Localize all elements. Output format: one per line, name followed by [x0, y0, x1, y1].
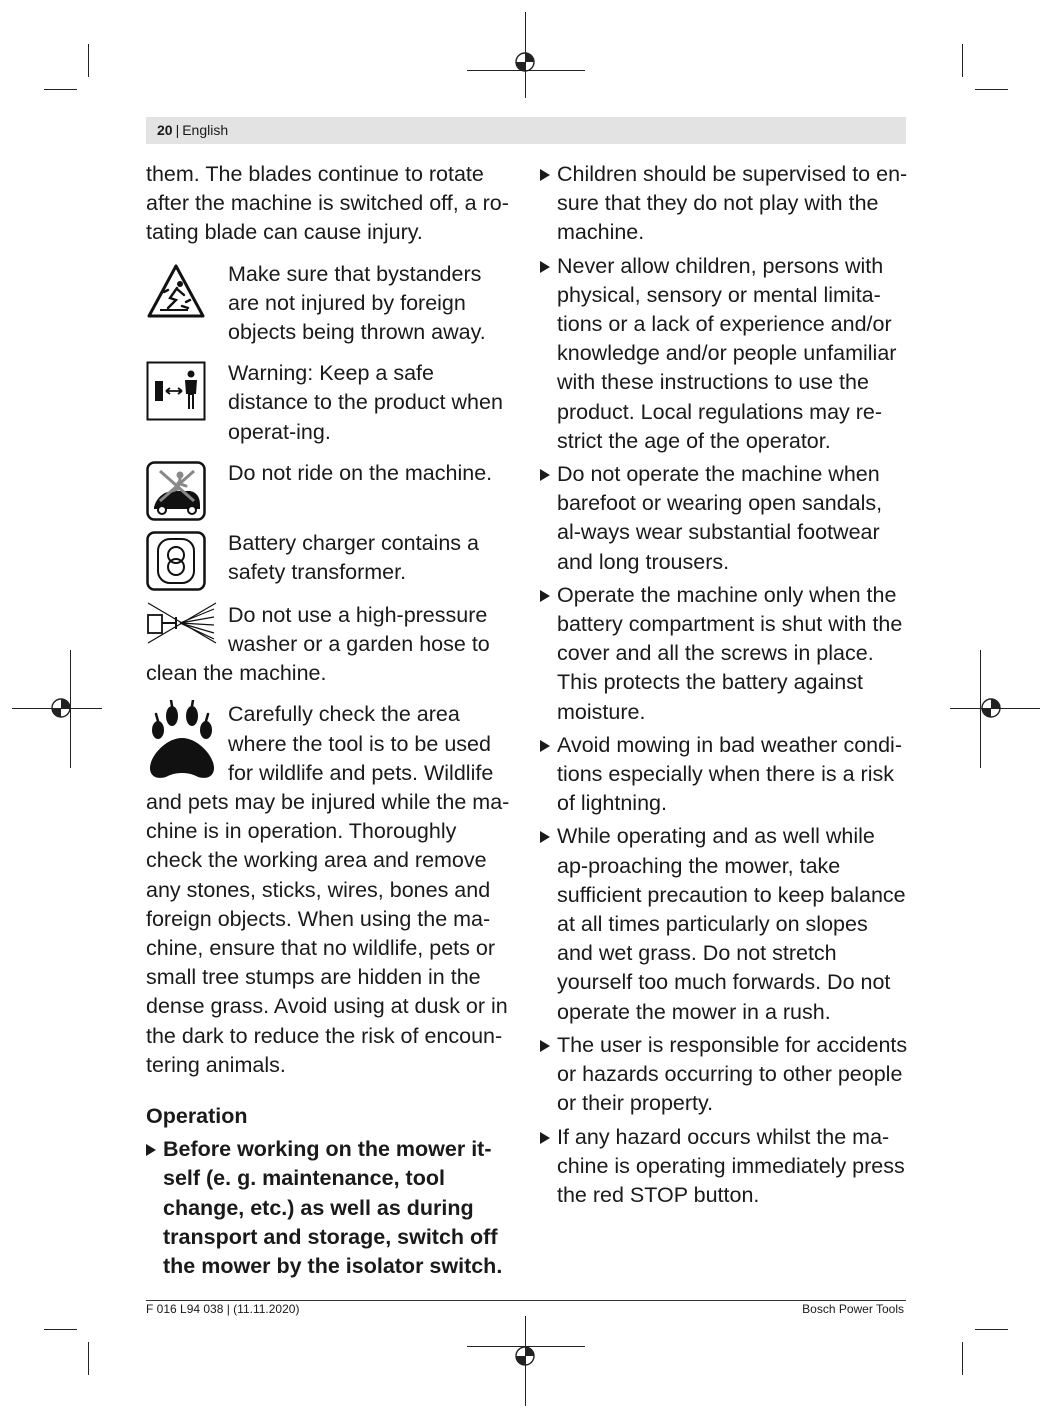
page-number: 20 [157, 122, 173, 138]
left-column [146, 160, 510, 1281]
safe-distance-icon [146, 361, 206, 421]
no-pressure-washer-icon [146, 601, 218, 645]
crop-mark [44, 1329, 77, 1330]
header-language: English [182, 122, 229, 138]
list-item [540, 160, 908, 248]
bullet-arrow-icon [146, 1144, 156, 1156]
symbol-text: Do not ride on the machine. [228, 460, 493, 485]
bullet-text: Never allow children, persons with physical, sensory or mental limita-tions or a lack of experience and/or knowledge and/or people unfamiliar with these instructions to use the product. Local regulations may re-strict the age of the operator. [557, 253, 897, 453]
list-item [540, 1031, 908, 1119]
bullet-text: The user is responsible for accidents or hazards occurring to other people or their property. [557, 1032, 908, 1116]
bullet-text: Operate the machine only when the battery compartment is shut with the cover and all the screws in place. This protects the battery against moisture. [557, 582, 903, 724]
page-header [146, 117, 906, 144]
bullet-arrow-icon [540, 1132, 550, 1144]
crop-mark [962, 1342, 963, 1375]
bullet-arrow-icon [540, 590, 550, 602]
symbol-row [146, 359, 510, 447]
list-item [540, 1123, 908, 1211]
list-item [540, 822, 908, 1026]
registration-mark-icon [980, 697, 1002, 719]
registration-mark-icon [514, 1345, 536, 1367]
bullet-text: If any hazard occurs whilst the ma-chine is operating immediately press the red STOP button. [557, 1124, 905, 1207]
symbol-text: Battery charger contains a safety transformer. [228, 530, 479, 585]
bullet-arrow-icon [540, 261, 550, 273]
registration-mark-icon [50, 697, 72, 719]
bullet-text: Children should be supervised to en-sure that they do not play with the machine. [557, 162, 908, 245]
bystander-warning-icon [146, 262, 206, 322]
symbol-row [146, 260, 510, 348]
bullet-arrow-icon [540, 831, 550, 843]
footer-rule [146, 1300, 906, 1301]
list-item [540, 460, 908, 577]
crop-mark [88, 44, 89, 77]
bullet-arrow-icon [540, 740, 550, 752]
footer-brand: Bosch Power Tools [802, 1302, 904, 1316]
footer-doc-id: F 016 L94 038 | (11.11.2020) [146, 1302, 300, 1316]
symbol-row [146, 459, 510, 521]
paw-icon [146, 700, 218, 780]
bullet-arrow-icon [540, 469, 550, 481]
safety-transformer-icon [146, 531, 206, 591]
wildlife-text: Carefully check the area where the tool is to be used for wildlife and pets. Wildlife and pets may be injured while the ma-chine is in operation. Thoroughly check the working area and remove any stones, sticks, wires, bones and foreign objects. When using the ma-chine, ensure that no wildlife, pets or small tree stumps are hidden in the dense grass. Avoid using at dusk or in the dark to reduce the risk of encoun-tering animals. [146, 702, 510, 1077]
header-separator: | [175, 122, 180, 138]
crop-mark [975, 89, 1008, 90]
symbol-text: Do not use a high-pressure washer or a garden hose to clean the machine. [146, 602, 490, 686]
right-column [540, 160, 908, 1210]
list-item [540, 252, 908, 456]
symbol-text: Warning: Keep a safe distance to the product when operat-ing. [228, 361, 503, 444]
operation-heading: Operation [146, 1104, 248, 1129]
bullet-text: While operating and as well while ap-proaching the mower, take sufficient precaution to keep balance at all times particularly on slopes and wet grass. Do not stretch yourself too much forwards. Do not operate the mower in a rush. [557, 824, 906, 1024]
wildlife-paragraph [146, 700, 510, 1080]
list-item [146, 1135, 510, 1281]
list-item [540, 581, 908, 727]
bullet-text: Avoid mowing in bad weather condi-tions especially when there is a risk of lightning. [557, 732, 902, 816]
intro-paragraph: them. The blades continue to rotate after the machine is switched off, a ro-tating blade can cause injury. [146, 162, 509, 245]
no-riding-icon [146, 461, 206, 521]
bullet-arrow-icon [540, 1040, 550, 1052]
bullet-arrow-icon [540, 169, 550, 181]
crop-mark [962, 44, 963, 77]
crop-mark [88, 1342, 89, 1375]
registration-mark-icon [514, 51, 536, 73]
list-item [540, 731, 908, 819]
symbol-row [146, 529, 510, 591]
symbol-row [146, 601, 510, 689]
symbol-text: Make sure that bystanders are not injured by foreign objects being thrown away. [228, 261, 486, 345]
bullet-text: Do not operate the machine when barefoot or wearing open sandals, al-ways wear substantial footwear and long trousers. [557, 462, 883, 574]
crop-mark [975, 1329, 1008, 1330]
bullet-text: Before working on the mower it-self (e. g. maintenance, tool change, etc.) as well as during transport and storage, switch off the mower by the isolator switch. [163, 1137, 503, 1279]
crop-mark [44, 89, 77, 90]
